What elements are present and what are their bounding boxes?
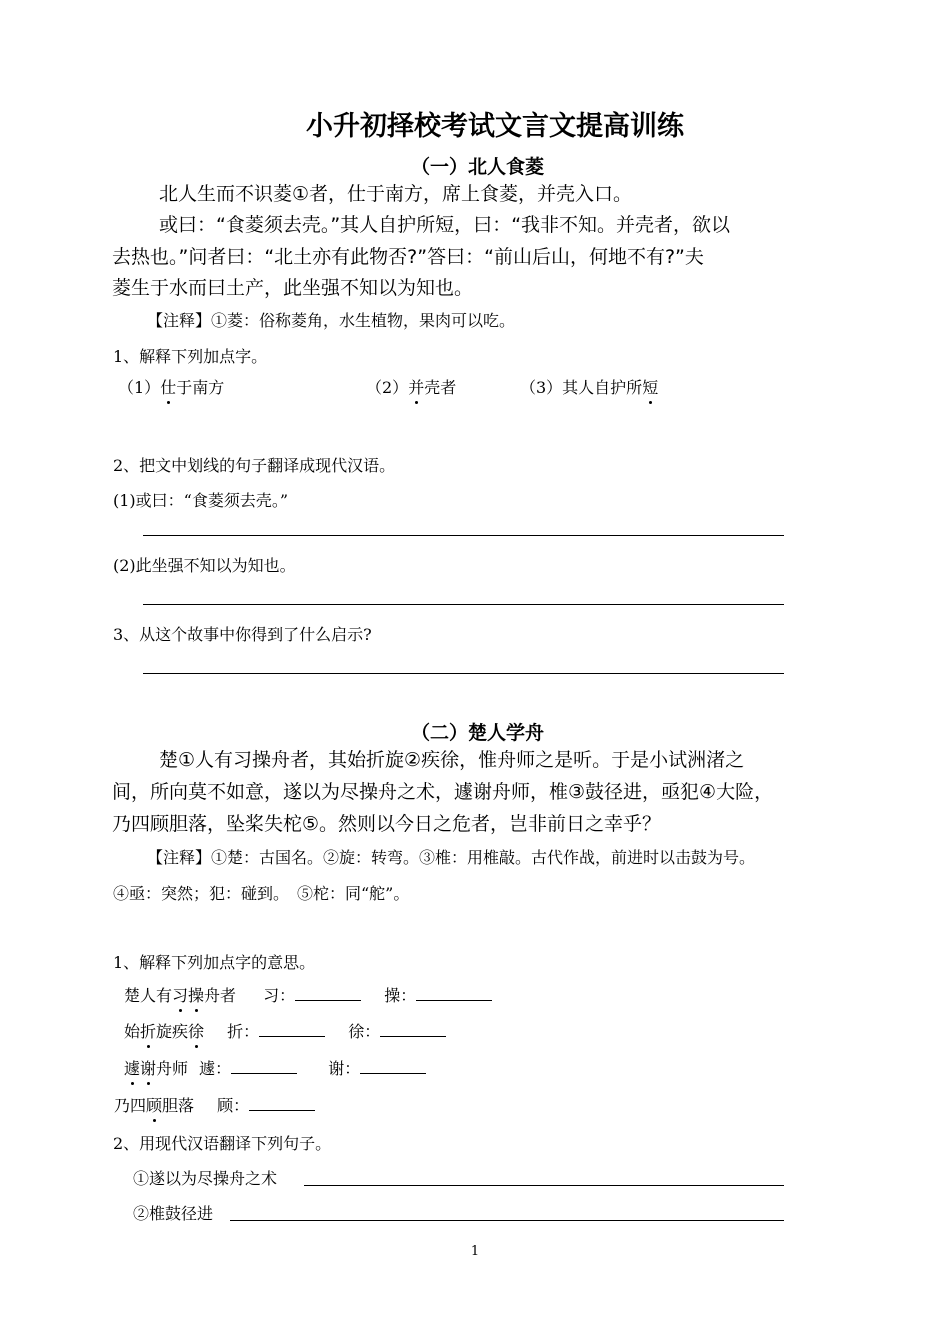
dotted-char: 并: [408, 375, 424, 398]
page-number: 1: [470, 1244, 480, 1259]
s2-q1-row-3: [124, 1056, 426, 1079]
s2-q1-row-1: [124, 983, 492, 1006]
row-text: 始: [124, 1022, 141, 1041]
row-text: 舟师: [156, 1059, 189, 1078]
gloss-label: 顾：: [217, 1096, 250, 1115]
s1-paragraph-line: 菱生于水而曰土产，此坐强不知以为知也。: [112, 277, 474, 299]
item-label: （1）: [118, 378, 161, 397]
gloss-label: 操：: [384, 986, 417, 1005]
s1-q1-item-3: [520, 375, 658, 398]
fill-blank[interactable]: [259, 1022, 325, 1037]
gloss-label: 徐：: [348, 1022, 381, 1041]
answer-line[interactable]: [143, 604, 784, 605]
dotted-char: 仕: [160, 375, 176, 398]
row-text: 楚人有: [124, 986, 173, 1005]
fill-blank[interactable]: [380, 1022, 446, 1037]
fill-blank[interactable]: [295, 986, 361, 1001]
gloss-label: 折：: [227, 1022, 260, 1041]
gloss-label: 习：: [263, 986, 296, 1005]
item-label: （2）: [366, 378, 409, 397]
dotted-char: 习: [172, 983, 188, 1006]
answer-line[interactable]: [230, 1220, 784, 1221]
dotted-char: 遽: [124, 1056, 140, 1079]
s1-q1-item-2: [366, 375, 456, 398]
s2-q1-row-2: [124, 1019, 446, 1042]
s2-q2-sentence-1: ①遂以为尽操舟之术: [133, 1169, 278, 1188]
row-text: 舟者: [204, 986, 237, 1005]
s2-annotation: 【注释】①楚：古国名。②旋：转弯。③椎：用椎敲。古代作战，前进时以击鼓为号。: [147, 848, 756, 867]
s1-paragraph-line: 北人生而不识菱①者，仕于南方，席上食菱，并壳入口。: [159, 183, 633, 205]
section1-heading: （一）北人食菱: [410, 156, 544, 178]
s1-q2-sentence-1: (1)或曰：“食菱须去壳。”: [113, 491, 289, 510]
s1-question-1: 1、解释下列加点字。: [113, 347, 268, 366]
s2-question-2: 2、用现代汉语翻译下列句子。: [113, 1134, 332, 1153]
item-text: （3）其人自护所: [520, 378, 643, 397]
s1-paragraph-line: 去热也。”问者曰：“北土亦有此物否?”答曰：“前山后山，何地不有?”夫: [112, 246, 704, 268]
s1-q2-sentence-2: (2)此坐强不知以为知也。: [113, 556, 296, 575]
fill-blank[interactable]: [231, 1059, 297, 1074]
dotted-char: 短: [642, 375, 658, 398]
item-text: 壳者: [424, 378, 457, 397]
answer-line[interactable]: [143, 673, 784, 674]
dotted-char: 折: [140, 1019, 156, 1042]
fill-blank[interactable]: [416, 986, 492, 1001]
s1-question-2: 2、把文中划线的句子翻译成现代汉语。: [113, 456, 396, 475]
fill-blank[interactable]: [249, 1096, 315, 1111]
s2-q1-row-4: [114, 1093, 315, 1116]
answer-line[interactable]: [143, 535, 784, 536]
section2-heading: （二）楚人学舟: [410, 722, 544, 744]
gloss-label: 谢：: [328, 1059, 361, 1078]
row-text: 乃四: [114, 1096, 147, 1115]
page-title: 小升初择校考试文言文提高训练: [306, 111, 684, 142]
s1-paragraph-line: 或曰：“食菱须去壳。”其人自护所短，曰：“我非不知。并壳者，欲以: [159, 214, 731, 236]
s2-q2-sentence-2: ②椎鼓径进: [133, 1204, 214, 1223]
s1-q1-item-1: [118, 375, 224, 398]
dotted-char: 顾: [146, 1093, 162, 1116]
s1-question-3: 3、从这个故事中你得到了什么启示?: [113, 625, 372, 644]
dotted-char: 谢: [140, 1056, 156, 1079]
row-text: 胆落: [162, 1096, 195, 1115]
s2-paragraph-line: 间，所向莫不如意，遂以为尽操舟之术，遽谢舟师，椎③鼓径进，亟犯④大险，: [112, 781, 774, 803]
s1-annotation: 【注释】①菱：俗称菱角，水生植物，果肉可以吃。: [147, 311, 516, 330]
fill-blank[interactable]: [360, 1059, 426, 1074]
s2-paragraph-line: 乃四顾胆落，坠桨失柁⑤。然则以今日之危者，岂非前日之幸乎？: [112, 813, 662, 835]
s2-question-1: 1、解释下列加点字的意思。: [113, 953, 316, 972]
gloss-label: 遽：: [199, 1059, 232, 1078]
answer-line[interactable]: [304, 1185, 784, 1186]
dotted-char: 徐: [188, 1019, 204, 1042]
row-text: 旋疾: [156, 1022, 189, 1041]
s2-annotation: ④亟：突然；犯：碰到。 ⑤柁：同“舵”。: [113, 884, 410, 903]
item-text: 于南方: [176, 378, 225, 397]
dotted-char: 操: [188, 983, 204, 1006]
s2-paragraph-line: 楚①人有习操舟者，其始折旋②疾徐，惟舟师之是听。于是小试洲渚之: [159, 749, 745, 771]
